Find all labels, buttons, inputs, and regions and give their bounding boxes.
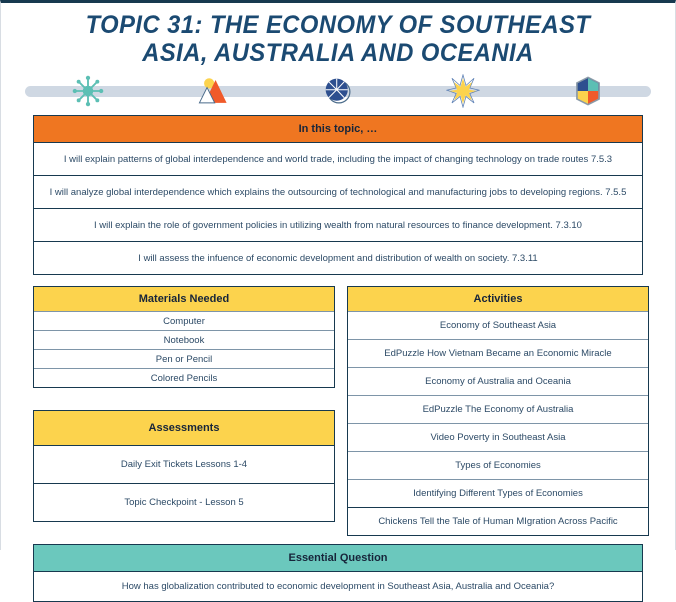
objective-row: I will explain the role of government policies in utilizing wealth from natural resources to finance development. 7.3.10: [34, 208, 642, 241]
essential-question-card: [33, 544, 643, 602]
assessment-item: Topic Checkpoint - Lesson 5: [34, 483, 334, 521]
objective-row: I will analyze global interdependence which explains the outsourcing of technological and manufacturing jobs to developing regions. 7.5.5: [34, 175, 642, 208]
activity-item: Video Poverty in Southeast Asia: [348, 423, 648, 451]
activity-item: Types of Economies: [348, 451, 648, 479]
color-cube-icon: [571, 74, 605, 108]
right-column: [347, 286, 649, 536]
starburst-icon: [446, 74, 480, 108]
materials-item: Colored Pencils: [34, 368, 334, 387]
in-this-topic-card: [33, 115, 643, 275]
virus-molecule-icon: [71, 74, 105, 108]
materials-needed-header: Materials Needed: [34, 287, 334, 311]
assessments-header: Assessments: [34, 411, 334, 445]
page-title-wrap: [1, 3, 675, 67]
icon-bar-icons: [25, 73, 651, 109]
activity-item: Chickens Tell the Tale of Human MIgration Across Pacific: [348, 507, 648, 535]
mountain-sunrise-icon: [196, 74, 230, 108]
activity-item: Identifying Different Types of Economies: [348, 479, 648, 507]
assessments-card: [33, 410, 335, 522]
materials-item: Computer: [34, 311, 334, 330]
left-column: [33, 286, 335, 522]
objective-row: I will assess the infuence of economic development and distribution of wealth on society. 7.3.11: [34, 241, 642, 274]
activity-item: EdPuzzle The Economy of Australia: [348, 395, 648, 423]
main-columns: [33, 286, 643, 536]
decorative-icon-bar: [25, 73, 651, 109]
in-this-topic-header: In this topic, …: [34, 116, 642, 142]
activities-card: [347, 286, 649, 536]
activity-item: EdPuzzle How Vietnam Became an Economic Miracle: [348, 339, 648, 367]
objective-row: I will explain patterns of global interdependence and world trade, including the impact of changing technology on trade routes 7.5.3: [34, 142, 642, 175]
activity-item: Economy of Australia and Oceania: [348, 367, 648, 395]
essential-question-text: How has globalization contributed to economic development in Southeast Asia, Australia and Oceania?: [34, 571, 642, 601]
page-title: TOPIC 31: THE ECONOMY OF SOUTHEAST ASIA, AUSTRALIA AND OCEANIA: [85, 11, 591, 67]
activities-header: Activities: [348, 287, 648, 311]
assessment-item: Daily Exit Tickets Lessons 1-4: [34, 445, 334, 483]
materials-item: Notebook: [34, 330, 334, 349]
essential-question-header: Essential Question: [34, 545, 642, 571]
materials-item: Pen or Pencil: [34, 349, 334, 368]
materials-needed-card: [33, 286, 335, 388]
pie-chart-clock-icon: [321, 74, 355, 108]
activity-item: Economy of Southeast Asia: [348, 311, 648, 339]
